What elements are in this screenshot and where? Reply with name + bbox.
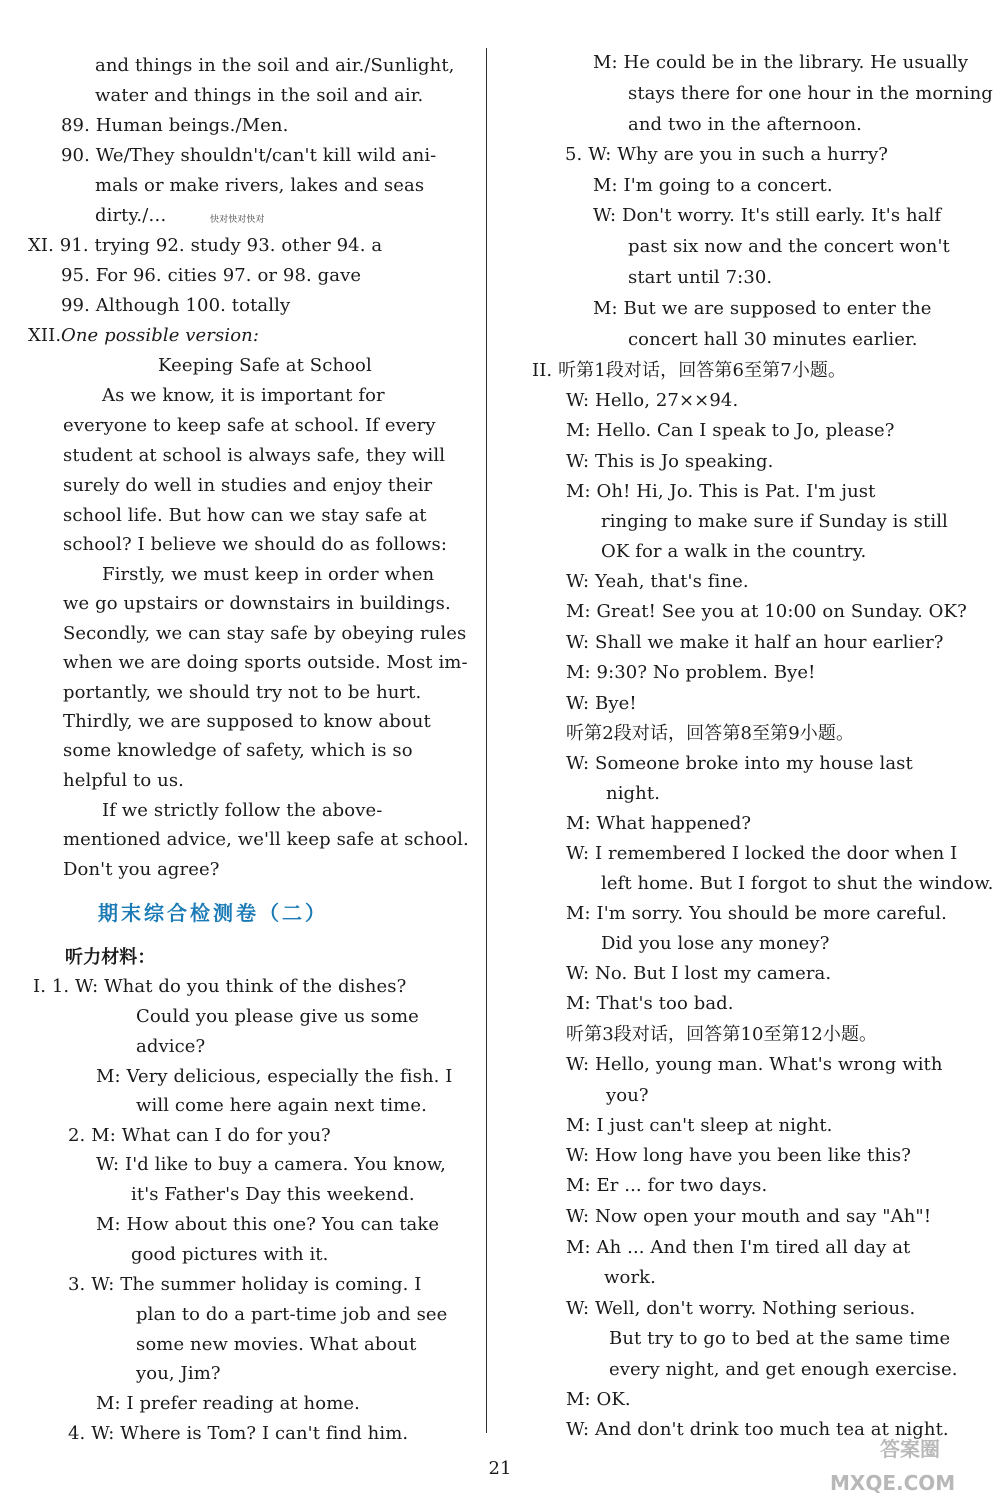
- right-line: W: Well, don't worry. Nothing serious.: [566, 1298, 916, 1319]
- right-line: start until 7:30.: [628, 267, 773, 288]
- left-line: mentioned advice, we'll keep safe at school.: [63, 829, 469, 850]
- right-line: II. 听第1段对话，回答第6至第7小题。: [532, 360, 847, 381]
- right-line: W: Shall we make it half an hour earlier?: [566, 632, 944, 653]
- right-line: W: Hello, young man. What's wrong with: [566, 1054, 943, 1075]
- right-line: 5. W: Why are you in such a hurry?: [565, 144, 888, 165]
- right-line: M: That's too bad.: [566, 993, 734, 1014]
- left-line: Secondly, we can stay safe by obeying rules: [63, 623, 467, 644]
- right-line: night.: [606, 783, 661, 804]
- right-line: OK for a walk in the country.: [601, 541, 867, 562]
- left-line: water and things in the soil and air.: [95, 85, 424, 106]
- right-line: every night, and get enough exercise.: [609, 1359, 958, 1380]
- right-line: M: Ah ... And then I'm tired all day at: [566, 1237, 911, 1258]
- left-line: 4. W: Where is Tom? I can't find him.: [68, 1423, 409, 1444]
- right-line: left home. But I forgot to shut the window.: [601, 873, 994, 894]
- section-heading: 期末综合检测卷（二）: [98, 901, 328, 925]
- right-line: M: Oh! Hi, Jo. This is Pat. I'm just: [566, 481, 876, 502]
- right-line: But try to go to bed at the same time: [609, 1328, 951, 1349]
- left-line: I. 1. W: What do you think of the dishes?: [33, 976, 407, 997]
- left-line: 89. Human beings./Men.: [61, 115, 289, 136]
- right-line: and two in the afternoon.: [628, 114, 863, 135]
- left-line: W: I'd like to buy a camera. You know,: [96, 1154, 446, 1175]
- right-line: M: I just can't sleep at night.: [566, 1115, 833, 1136]
- left-line: advice?: [136, 1036, 206, 1057]
- handwritten-note: 快对快对快对: [210, 215, 265, 225]
- left-line: when we are doing sports outside. Most im-: [63, 652, 468, 673]
- left-line: plan to do a part-time job and see: [136, 1304, 448, 1325]
- right-line: W: I remembered I locked the door when I: [566, 843, 958, 864]
- left-line: Don't you agree?: [63, 859, 220, 880]
- right-line: W: Don't worry. It's still early. It's half: [593, 205, 942, 226]
- left-line: some new movies. What about: [136, 1334, 417, 1355]
- left-line: M: I prefer reading at home.: [96, 1393, 360, 1414]
- right-line: Did you lose any money?: [601, 933, 830, 954]
- right-line: M: 9:30? No problem. Bye!: [566, 662, 816, 683]
- right-line: W: Hello, 27××94.: [566, 390, 739, 411]
- left-line: everyone to keep safe at school. If every: [63, 415, 436, 436]
- right-line: 听第2段对话，回答第8至第9小题。: [566, 723, 855, 744]
- watermark-line1: 答案圈: [880, 1437, 940, 1461]
- left-line: will come here again next time.: [136, 1095, 427, 1116]
- right-line: W: And don't drink too much tea at night.: [566, 1419, 949, 1440]
- left-line: XI. 91. trying 92. study 93. other 94. a: [28, 235, 383, 256]
- right-line: W: Now open your mouth and say "Ah"!: [566, 1206, 932, 1227]
- right-line: M: Great! See you at 10:00 on Sunday. OK?: [566, 601, 967, 622]
- left-line: portantly, we should try not to be hurt.: [63, 682, 422, 703]
- right-line: M: I'm going to a concert.: [593, 175, 833, 196]
- right-line: W: Someone broke into my house last: [566, 753, 913, 774]
- left-line: you, Jim?: [136, 1363, 221, 1384]
- right-line: W: Bye!: [566, 693, 637, 714]
- right-line: past six now and the concert won't: [628, 236, 950, 257]
- right-line: M: What happened?: [566, 813, 752, 834]
- right-line: ringing to make sure if Sunday is still: [601, 511, 948, 532]
- left-line: 95. For 96. cities 97. or 98. gave: [61, 265, 362, 286]
- left-line: If we strictly follow the above-: [102, 800, 383, 821]
- left-line: M: How about this one? You can take: [96, 1214, 440, 1235]
- right-line: M: Er ... for two days.: [566, 1175, 768, 1196]
- left-line: 3. W: The summer holiday is coming. I: [68, 1274, 422, 1295]
- right-line: M: He could be in the library. He usually: [593, 52, 969, 73]
- left-line: helpful to us.: [63, 770, 185, 791]
- left-line: student at school is always safe, they will: [63, 445, 446, 466]
- right-line: W: This is Jo speaking.: [566, 451, 774, 472]
- right-line: W: Yeah, that's fine.: [566, 571, 749, 592]
- left-line: As we know, it is important for: [102, 385, 385, 406]
- left-line: Keeping Safe at School: [158, 355, 372, 376]
- left-line: good pictures with it.: [131, 1244, 329, 1265]
- right-line: concert hall 30 minutes earlier.: [628, 329, 918, 350]
- left-line: Firstly, we must keep in order when: [102, 564, 435, 585]
- left-line: school life. But how can we stay safe at: [63, 505, 427, 526]
- left-line: 90. We/They shouldn't/can't kill wild ani-: [61, 145, 437, 166]
- left-line: 听力材料：: [65, 947, 156, 968]
- left-line: mals or make rivers, lakes and seas: [95, 175, 425, 196]
- left-line: XII.: [28, 325, 62, 346]
- right-line: W: How long have you been like this?: [566, 1145, 912, 1166]
- right-line: 听第3段对话，回答第10至第12小题。: [566, 1024, 878, 1045]
- right-line: stays there for one hour in the morning: [628, 83, 993, 104]
- right-line: work.: [604, 1267, 656, 1288]
- page-number: 21: [488, 1458, 512, 1479]
- left-line: M: Very delicious, especially the fish. I: [96, 1066, 453, 1087]
- left-line: some knowledge of safety, which is so: [63, 740, 413, 761]
- left-line: we go upstairs or downstairs in buildings.: [63, 593, 451, 614]
- right-line: M: OK.: [566, 1389, 631, 1410]
- watermark-logo: [820, 1420, 998, 1500]
- left-line: Thirdly, we are supposed to know about: [63, 711, 431, 732]
- right-line: M: I'm sorry. You should be more careful.: [566, 903, 947, 924]
- right-line: M: But we are supposed to enter the: [593, 298, 932, 319]
- left-line: 2. M: What can I do for you?: [68, 1125, 331, 1146]
- left-line: it's Father's Day this weekend.: [131, 1184, 415, 1205]
- column-divider: [486, 48, 487, 1433]
- right-line: W: No. But I lost my camera.: [566, 963, 832, 984]
- left-line: and things in the soil and air./Sunlight,: [95, 55, 455, 76]
- sample-essay-label: One possible version:: [61, 325, 259, 346]
- left-line: dirty./…: [95, 205, 167, 226]
- left-line: Could you please give us some: [136, 1006, 419, 1027]
- watermark-line2: MXQE.COM: [830, 1471, 956, 1495]
- left-line: surely do well in studies and enjoy their: [63, 475, 433, 496]
- right-line: M: Hello. Can I speak to Jo, please?: [566, 420, 895, 441]
- left-line: school? I believe we should do as follows:: [63, 534, 448, 555]
- right-line: you?: [606, 1085, 649, 1106]
- left-line: 99. Although 100. totally: [61, 295, 291, 316]
